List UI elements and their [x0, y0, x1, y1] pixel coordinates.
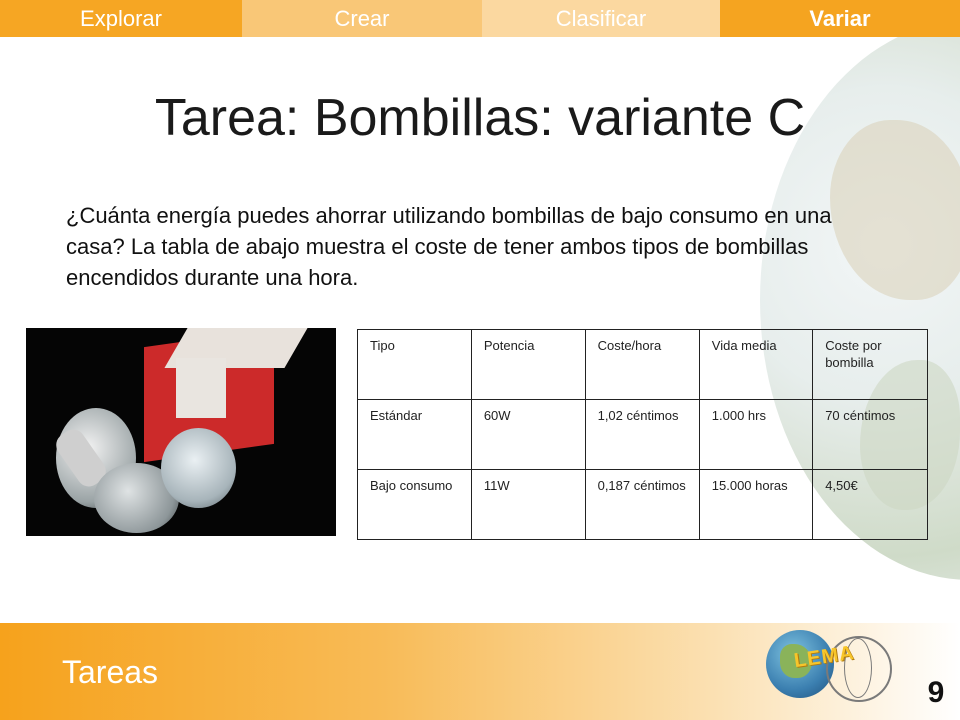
page-number: 9 [927, 676, 945, 709]
table-header-cell: Vida media [699, 330, 812, 400]
tab-clasificar[interactable]: Clasificar [482, 0, 720, 37]
question-text: ¿Cuánta energía puedes ahorrar utilizando bombillas de bajo consumo en una casa? La tabla de abajo muestra el coste de tener ambos tipos de bombillas encendidos durante una hora. [66, 203, 832, 290]
table-cell: 15.000 horas [699, 470, 812, 540]
tab-crear[interactable]: Crear [242, 0, 482, 37]
bulb-box-label [176, 358, 226, 418]
logo-text: LEMA [792, 641, 856, 673]
light-bulbs-photo [26, 328, 336, 536]
table-row [358, 470, 928, 540]
table-cell: 11W [471, 470, 585, 540]
footer-title: Tareas [62, 654, 159, 690]
table-header-cell: Tipo [358, 330, 472, 400]
table-header-cell: Coste/hora [585, 330, 699, 400]
table-cell: 60W [471, 400, 585, 470]
table-cell: 1.000 hrs [699, 400, 812, 470]
table-cell: 70 céntimos [813, 400, 928, 470]
bulb-cost-table [357, 329, 928, 540]
table-cell: 0,187 céntimos [585, 470, 699, 540]
table-header-row [358, 330, 928, 400]
table-row [358, 400, 928, 470]
standard-bulb [161, 428, 236, 508]
table-cell: Estándar [358, 400, 472, 470]
tab-bar [0, 0, 960, 37]
table-header-cell: Potencia [471, 330, 585, 400]
tab-explorar[interactable]: Explorar [0, 0, 242, 37]
table-header-cell: Coste por bombilla [813, 330, 928, 400]
table-cell: 4,50€ [813, 470, 928, 540]
table-cell: Bajo consumo [358, 470, 472, 540]
table-cell: 1,02 céntimos [585, 400, 699, 470]
slide-title: Tarea: Bombillas: variante C [154, 89, 806, 147]
tab-variar[interactable]: Variar [720, 0, 960, 37]
lema-logo [766, 628, 891, 708]
